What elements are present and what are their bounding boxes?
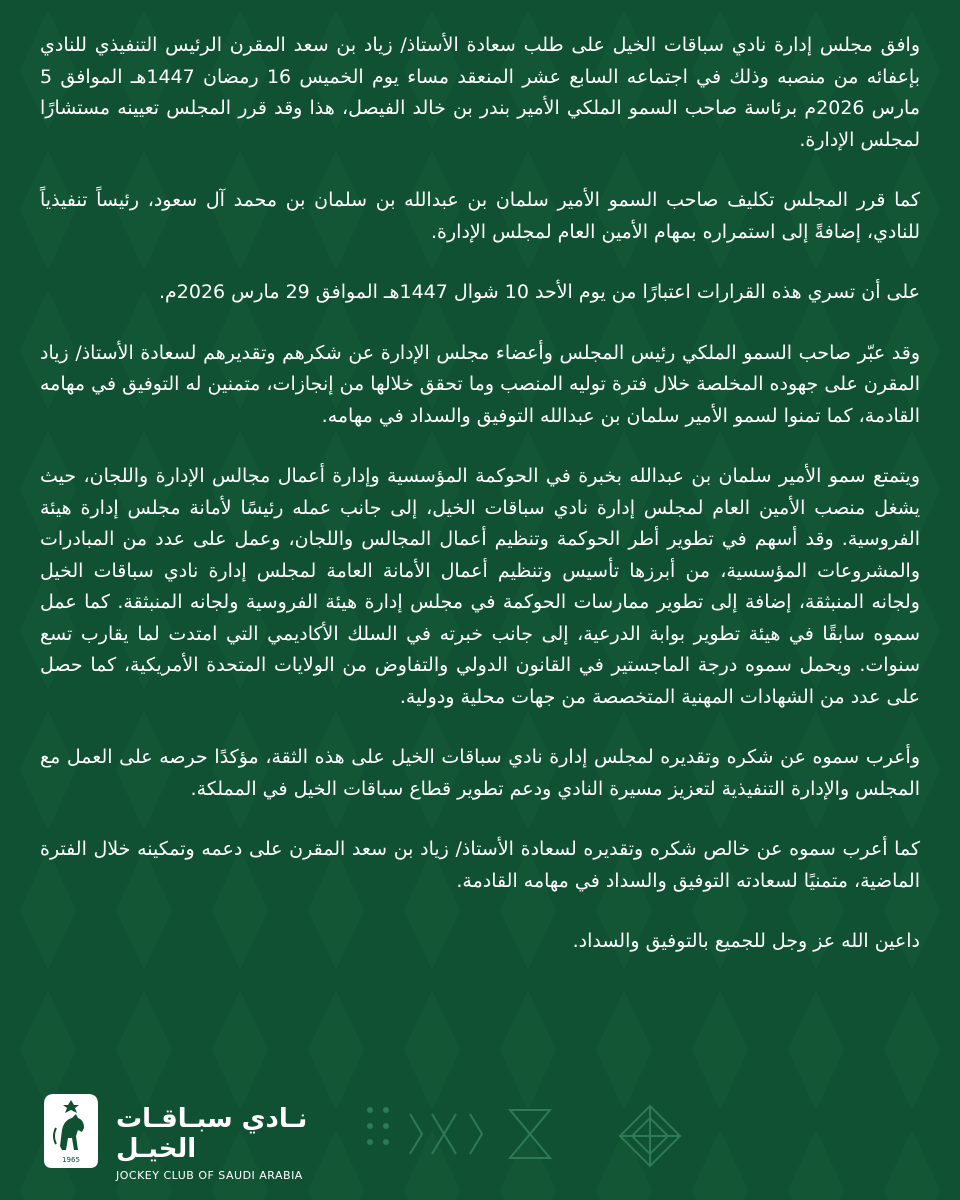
logo-year: 1965 (62, 1156, 80, 1164)
horse-emblem-icon (40, 1090, 102, 1170)
paragraph: على أن تسري هذه القرارات اعتبارًا من يوم الأحد 10 شوال 1447هـ الموافق 29 مارس 2026م. (158, 281, 920, 303)
paragraph: ويتمتع سمو الأمير سلمان بن عبدالله بخبرة في الحوكمة المؤسسية وإدارة أعمال مجالس الإدارة واللجان، حيث يشغل منصب الأمين العام لمجلس إدارة نادي سباقات الخيل، إلى جانب عمله رئيسًا لأمانة مجلس إدارة هيئة الفروسية. وقد أسهم في تطوير أطر الحوكمة وتنظيم أعمال المجالس واللجان، وعمل على عدد من المبادرات والمشروعات المؤسسية، من أبرزها تأسيس وتنظيم أعمال الأمانة العامة لمجلس إدارة نادي سباقات الخيل ولجانه المنبثقة، إضافة إلى تطوير ممارسات الحوكمة في مجلس إدارة هيئة الفروسية ولجانه المنبثقة. كما عمل سموه سابقًا في هيئة تطوير بوابة الدرعية، إلى جانب خبرته في السلك الأكاديمي التي امتدت لما يقارب تسع سنوات. ويحمل سموه درجة الماجستير في القانون الدولي والتفاوض من الولايات المتحدة الأمريكية، كما حصل على عدد من الشهادات المهنية المتخصصة من جهات محلية ودولية. (40, 465, 920, 708)
paragraph: وأعرب سموه عن شكره وتقديره لمجلس إدارة نادي سباقات الخيل على هذه الثقة، مؤكدًا حرصه على العمل مع المجلس والإدارة التنفيذية لتعزيز مسيرة النادي ودعم تطوير قطاع سباقات الخيل في المملكة. (40, 746, 920, 800)
paragraph: وافق مجلس إدارة نادي سباقات الخيل على طلب سعادة الأستاذ/ زياد بن سعد المقرن الرئيس التنفيذي للنادي بإعفائه من منصبه وذلك في اجتماعه السابع عشر المنعقد مساء يوم الخميس 16 رمضان 1447هـ الموافق 5 مارس 2026م برئاسة صاحب السمو الملكي الأمير بندر بن خالد الفيصل، هذا وقد قرر المجلس تعيينه مستشارًا لمجلس الإدارة. (40, 34, 921, 151)
logo-name-arabic: نـادي سبـاقـات الخيـل (116, 1104, 308, 1164)
logo-name-english: JOCKEY CLUB OF SAUDI ARABIA (116, 1169, 303, 1182)
announcement-body (40, 30, 920, 987)
footer (40, 1060, 920, 1182)
paragraph: كما قرر المجلس تكليف صاحب السمو الأمير سلمان بن عبدالله بن سلمان بن محمد آل سعود، رئيساً تنفيذياً للنادي، إضافةً إلى استمراره بمهام الأمين العام لمجلس الإدارة. (40, 189, 920, 243)
paragraph: داعين الله عز وجل للجميع بالتوفيق والسداد. (572, 930, 920, 952)
paragraph: وقد عبّر صاحب السمو الملكي رئيس المجلس وأعضاء مجلس الإدارة عن شكرهم وتقديرهم لسعادة الأستاذ/ زياد المقرن على جهوده المخلصة خلال فترة توليه المنصب وما تحقق خلالها من إنجازات، متمنين له التوفيق في مهامه القادمة، كما تمنوا لسمو الأمير سلمان بن عبدالله التوفيق والسداد في مهامه. (40, 341, 920, 427)
paragraph: كما أعرب سموه عن خالص شكره وتقديره لسعادة الأستاذ/ زياد بن سعد المقرن على دعمه وتمكينه خلال الفترة الماضية، متمنيًا لسعادته التوفيق والسداد في مهامه القادمة. (40, 838, 920, 892)
jockey-club-logo (40, 1090, 340, 1182)
decorative-motifs (360, 1090, 700, 1170)
